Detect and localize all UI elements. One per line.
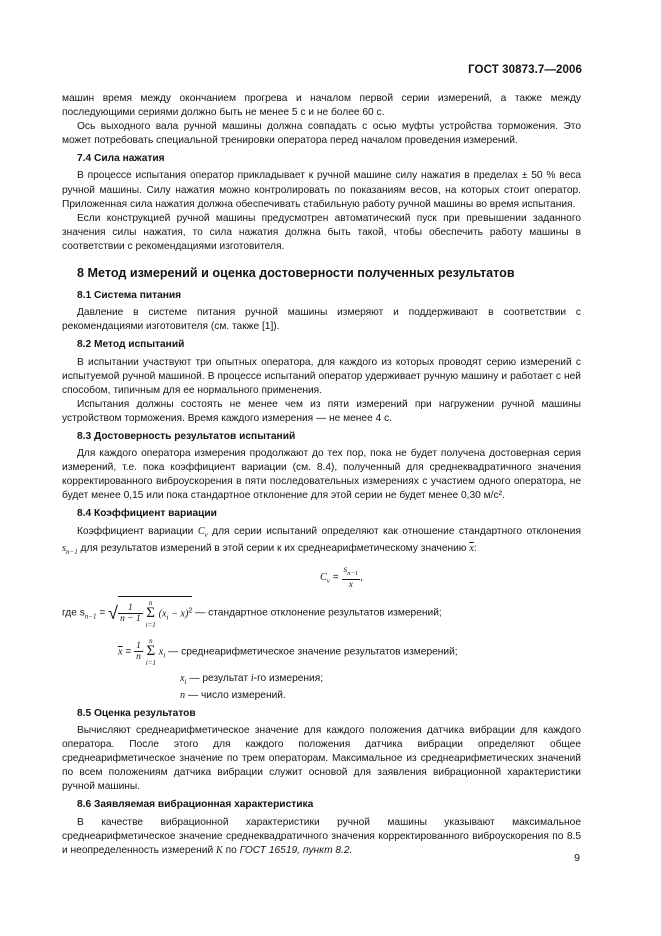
formula-std-dev: где $s_{n-1}$ = √ $\frac{1}{n - 1}$ n Σ i=1 $(x_i - x)^2$ — стандартное отклонение результатов измерений; bbox=[62, 596, 581, 630]
paragraph: Вычисляют среднеарифметическое значение для каждого положения датчика вибрации для каждого оператора. После этого для каждого положения датчика вибрации определяют общее среднеарифметическое значение по трем операторам. Максимальное из среднеарифметических значений по всем положениям датчика вибрации служит основой для заявления вибрационной характеристики ручной машины. bbox=[62, 724, 581, 793]
paragraph-cv-definition: Коэффициент вариации $C_v$ для серии испытаний определяют как отношение стандартного отклонения $s_{n-1}$ для результатов измерений в этой серии к их среднеарифметическому значению $\overline{x}$: bbox=[62, 525, 581, 556]
page-number: 9 bbox=[574, 852, 580, 864]
paragraph: Испытания должны состоять не менее чем из пяти измерений при нагружении ручной машины устройством торможения. Время каждого измерения — не менее 4 с. bbox=[62, 398, 581, 424]
formula-xi-desc: $x_i$ — результат i-го измерения; bbox=[180, 672, 324, 686]
paragraph: В испытании участвуют три опытных оператора, для каждого из которых проводят серию измерений с испытуемой ручной машиной. В процессе испытаний оператор удерживает ручную машину и работает с ней способом, типичным для ее нормального применения. bbox=[62, 356, 581, 396]
subsection-heading-8-6: 8.6 Заявляемая вибрационная характеристика bbox=[77, 799, 314, 811]
paragraph: В качестве вибрационной характеристики ручной машины указывают максимальное среднеарифметическое значение среднеквадратичного значения корректированного виброускорения по 8.5 и неопределенность измерений K по ГОСТ 16519, пункт 8.2. bbox=[62, 816, 581, 856]
subsection-heading-7-4: 7.4 Сила нажатия bbox=[77, 153, 165, 165]
page-body bbox=[62, 92, 581, 858]
section-heading-8: 8 Метод измерений и оценка достоверности полученных результатов bbox=[77, 266, 515, 281]
paragraph: машин время между окончанием прогрева и началом первой серии измерений, а также между последующими сериями должно быть не менее 5 с и не более 60 с. bbox=[62, 93, 581, 119]
formula-mean: $\overline{x}$ = $\frac{1}{n}$ n Σ i=1 $x_i$ — среднеарифметическое значение результатов измерений; bbox=[118, 636, 458, 667]
paragraph: В процессе испытания оператор прикладывает к ручной машине силу нажатия в пределах ± 50 % веса ручной машины. Силу нажатия можно контролировать по показаниям весов, на которых стоит оператор. Приложенная сила нажатия должна обеспечивать стабильную работу ручной машины во время испытания. bbox=[62, 170, 581, 210]
document-header: ГОСТ 30873.7—2006 bbox=[468, 64, 582, 76]
paragraph: Ось выходного вала ручной машины должна совпадать с осью муфты устройства торможения. Это может потребовать специальной тренировки оператора перед началом проведения измерений. bbox=[62, 121, 581, 147]
paragraph: Если конструкцией ручной машины предусмотрен автоматический пуск при превышении заданного значения силы нажатия, то сила нажатия должна быть такой, чтобы обеспечить работу машины в соответствии с рекомендациями изготовителя. bbox=[62, 212, 581, 252]
subsection-heading-8-2: 8.2 Метод испытаний bbox=[77, 339, 185, 351]
paragraph: Для каждого оператора измерения продолжают до тех пор, пока не будет получена достоверная серия измерений, т.е. пока коэффициент вариации (см. 8.4), полученный для среднеквадратичного значения корректированного виброускорения в пяти последовательных измерениях с участием одного оператора, не будет менее 0,15 или пока стандартное отклонение для этой серии не будет менее 0,30 м/с². bbox=[62, 448, 581, 502]
subsection-heading-8-1: 8.1 Система питания bbox=[77, 290, 182, 302]
subsection-heading-8-5: 8.5 Оценка результатов bbox=[77, 707, 196, 719]
formula-n-desc: n — число измерений. bbox=[180, 689, 286, 701]
formula-cv: $C_v$ = $\frac{s_{n-1}}{x}$ , bbox=[320, 564, 363, 590]
paragraph: Давление в системе питания ручной машины измеряют и поддерживают в соответствии с рекомендациями изготовителя (см. также [1]). bbox=[62, 307, 581, 333]
subsection-heading-8-3: 8.3 Достоверность результатов испытаний bbox=[77, 430, 296, 442]
subsection-heading-8-4: 8.4 Коэффициент вариации bbox=[77, 508, 217, 520]
